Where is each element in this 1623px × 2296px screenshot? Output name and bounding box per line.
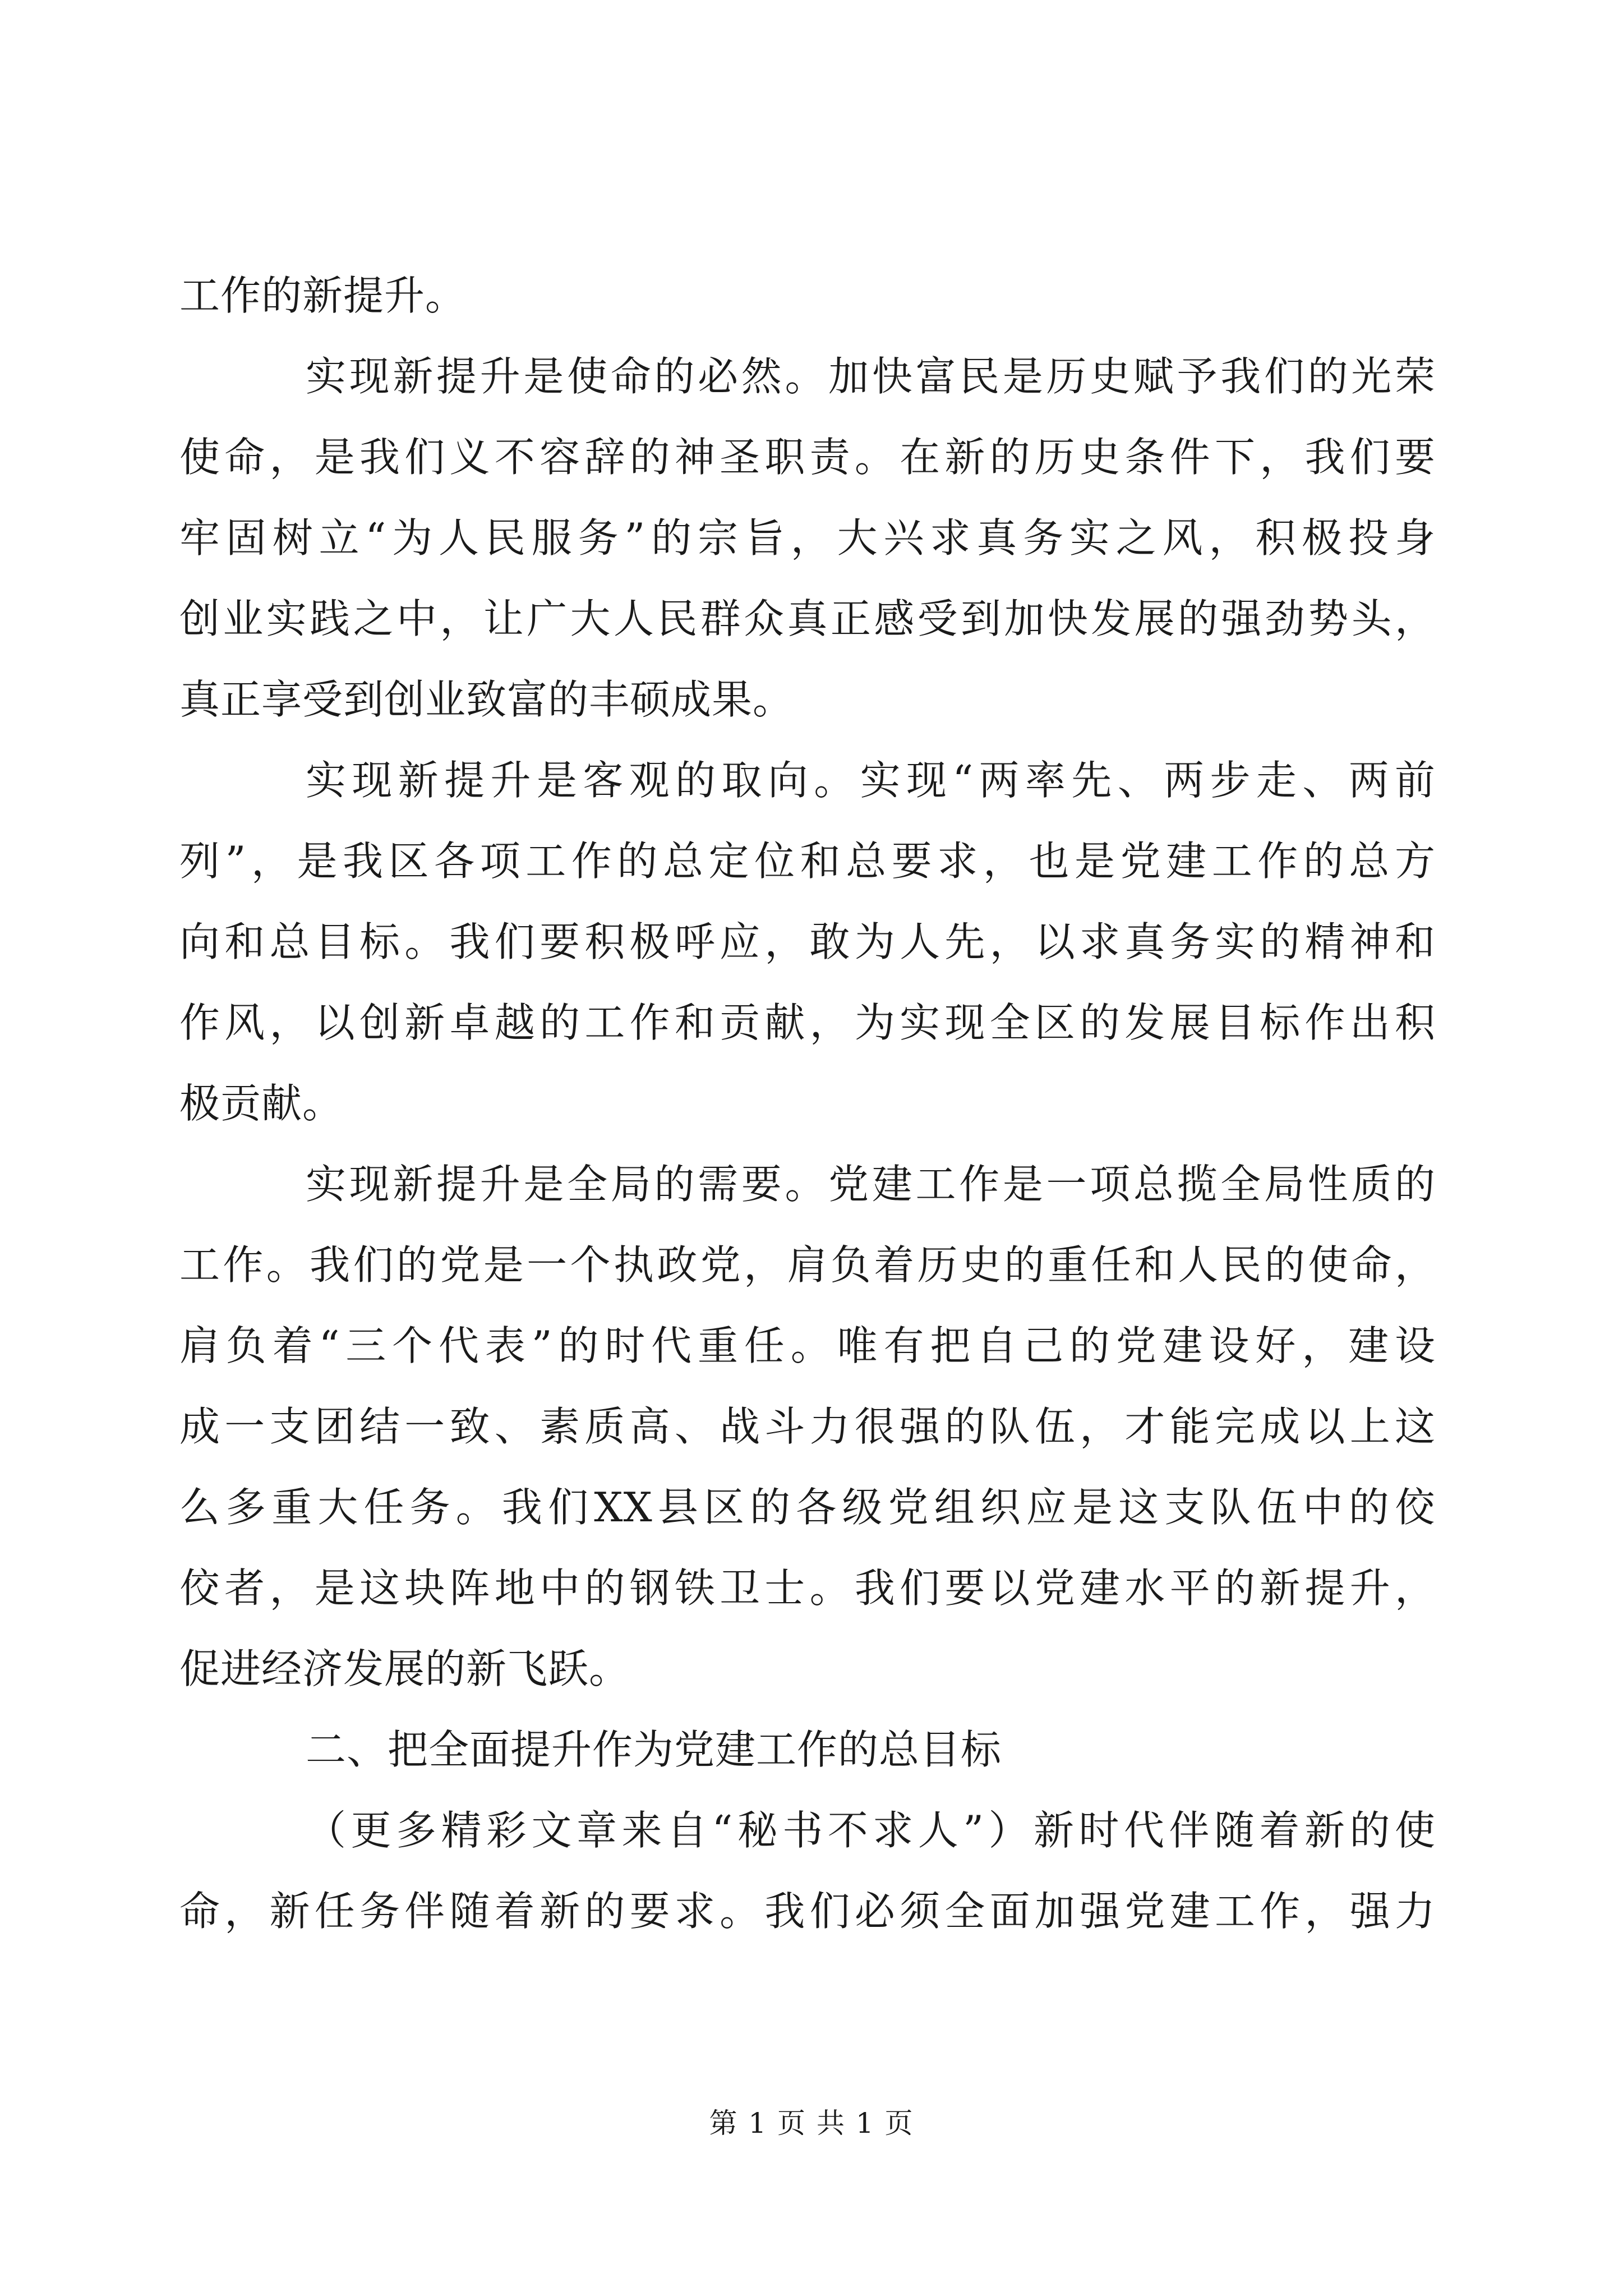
text-line: 工作。我们的党是一个执政党，肩负着历史的重任和人民的使命， [179, 1241, 1436, 1289]
text-line: 创业实践之中，让广大人民群众真正感受到加快发展的强劲势头， [179, 595, 1436, 642]
text-line: 命，新任务伴随着新的要求。我们必须全面加强党建工作，强力 [179, 1888, 1436, 1935]
text-line: 么多重大任务。我们XX县区的各级党组织应是这支队伍中的佼 [179, 1484, 1436, 1531]
text-line: 使命，是我们义不容辞的神圣职责。在新的历史条件下，我们要 [179, 434, 1436, 481]
paragraph-first-line: 实现新提升是使命的必然。加快富民是历史赋予我们的光荣 [306, 353, 1436, 400]
text-line: 肩负着“三个代表”的时代重任。唯有把自己的党建设好，建设 [179, 1322, 1436, 1369]
text-line: 作风，以创新卓越的工作和贡献，为实现全区的发展目标作出积 [179, 999, 1436, 1046]
document-body [179, 255, 1436, 1952]
paragraph-first-line: （更多精彩文章来自“秘书不求人”）新时代伴随着新的使 [306, 1807, 1436, 1854]
text-line: 向和总目标。我们要积极呼应，敢为人先，以求真务实的精神和 [179, 918, 1436, 965]
text-line: 成一支团结一致、素质高、战斗力很强的队伍，才能完成以上这 [179, 1403, 1436, 1450]
paragraph-first-line: 实现新提升是全局的需要。党建工作是一项总揽全局性质的 [306, 1161, 1436, 1208]
paragraph-first-line: 实现新提升是客观的取向。实现“两率先、两步走、两前 [306, 757, 1436, 804]
text-line: 列”，是我区各项工作的总定位和总要求，也是党建工作的总方 [179, 838, 1436, 885]
text-line: 牢固树立“为人民服务”的宗旨，大兴求真务实之风，积极投身 [179, 514, 1436, 562]
text-line: 工作的新提升。 [179, 272, 467, 319]
page-number-footer: 第 1 页 共 1 页 [709, 2107, 914, 2139]
text-line: 真正享受到创业致富的丰硕成果。 [179, 676, 794, 723]
section-heading: 二、把全面提升作为党建工作的总目标 [306, 1726, 1002, 1773]
text-line: 极贡献。 [179, 1080, 344, 1127]
text-line: 促进经济发展的新飞跃。 [179, 1645, 630, 1692]
text-line: 佼者，是这块阵地中的钢铁卫士。我们要以党建水平的新提升， [179, 1565, 1436, 1612]
